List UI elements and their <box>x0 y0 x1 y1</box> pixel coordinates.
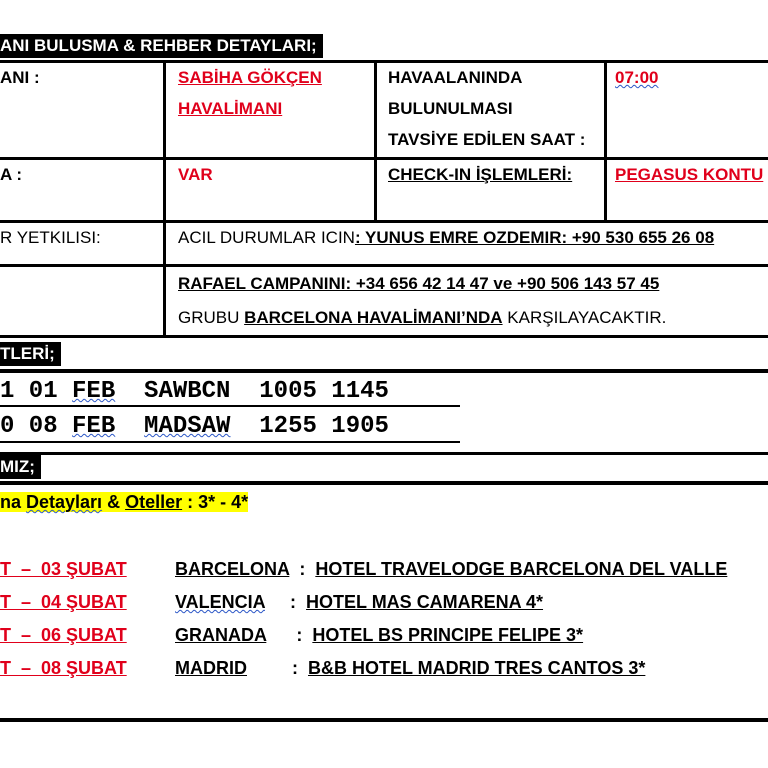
flight-row-2-underline <box>0 441 460 443</box>
emergency-prefix: ACIL DURUMLAR ICIN <box>178 228 355 247</box>
emergency-contact <box>178 222 714 253</box>
hotel-row: T – 04 ŞUBAT VALENCIA : HOTEL MAS CAMARENA 4* <box>0 592 544 612</box>
table-col-divider-3 <box>604 60 607 223</box>
row2-value: VAR <box>178 165 213 184</box>
flight-row-2: 0 08 FEB MADSAW 1255 1905 <box>0 413 389 440</box>
section-title-hotels: MIZ; <box>0 455 41 479</box>
hotel-row: T – 03 ŞUBAT BARCELONA : HOTEL TRAVELODGE BARCELONA DEL VALLE <box>0 559 728 579</box>
section-title-meeting: ANI BULUSMA & REHBER DETAYLARI; <box>0 34 323 58</box>
table-col-divider-1 <box>163 60 166 338</box>
hotels-top-rule-a <box>0 452 768 455</box>
airport-label: ANI : <box>0 68 40 87</box>
checkin-label: CHECK-IN İŞLEMLERİ: <box>388 165 573 184</box>
meeting-note-airport: BARCELONA HAVALİMANI’NDA <box>244 308 503 327</box>
arrival-time-label-line2: BULUNULMASI <box>388 99 513 118</box>
table-border-bottom <box>0 335 768 338</box>
table-border-row3 <box>0 264 768 267</box>
hotel-row: T – 08 ŞUBAT MADRID : B&B HOTEL MADRID TRES CANTOS 3* <box>0 658 646 678</box>
meeting-note-a: GRUBU <box>178 308 245 327</box>
section-title-flights: TLERİ; <box>0 342 61 366</box>
table-col-divider-2 <box>374 60 377 223</box>
arrival-time-value: 07:00 <box>615 68 659 87</box>
airport-value-line1: SABİHA GÖKÇEN <box>178 68 322 87</box>
flight-row-1: 1 01 FEB SAWBCN 1005 1145 <box>0 378 389 405</box>
airport-value-line2: HAVALİMANI <box>178 99 283 118</box>
hotels-bottom-rule <box>0 718 768 722</box>
emergency-contact-name: : YUNUS EMRE OZDEMIR: +90 530 655 26 08 <box>354 228 715 247</box>
hotel-row: T – 06 ŞUBAT GRANADA : HOTEL BS PRINCIPE FELIPE 3* <box>0 625 584 645</box>
flight-row-1-underline <box>0 405 460 407</box>
guide-label: R YETKILISI: <box>0 228 101 247</box>
hotel-subtitle: na Detayları & Oteller : 3* - 4* <box>0 492 249 512</box>
flights-top-rule <box>0 369 768 373</box>
meeting-note <box>178 302 666 333</box>
row2-label: A : <box>0 165 23 184</box>
arrival-time-label-line3: TAVSİYE EDİLEN SAAT : <box>388 130 586 149</box>
arrival-time-label-line1: HAVAALANINDA <box>388 68 523 87</box>
local-guide-contact: RAFAEL CAMPANINI: +34 656 42 14 47 ve +90 506 143 57 45 <box>178 274 660 293</box>
meeting-note-c: KARŞILAYACAKTIR. <box>502 308 667 327</box>
checkin-value: PEGASUS KONTU <box>615 165 764 184</box>
hotels-top-rule-b <box>0 481 768 485</box>
